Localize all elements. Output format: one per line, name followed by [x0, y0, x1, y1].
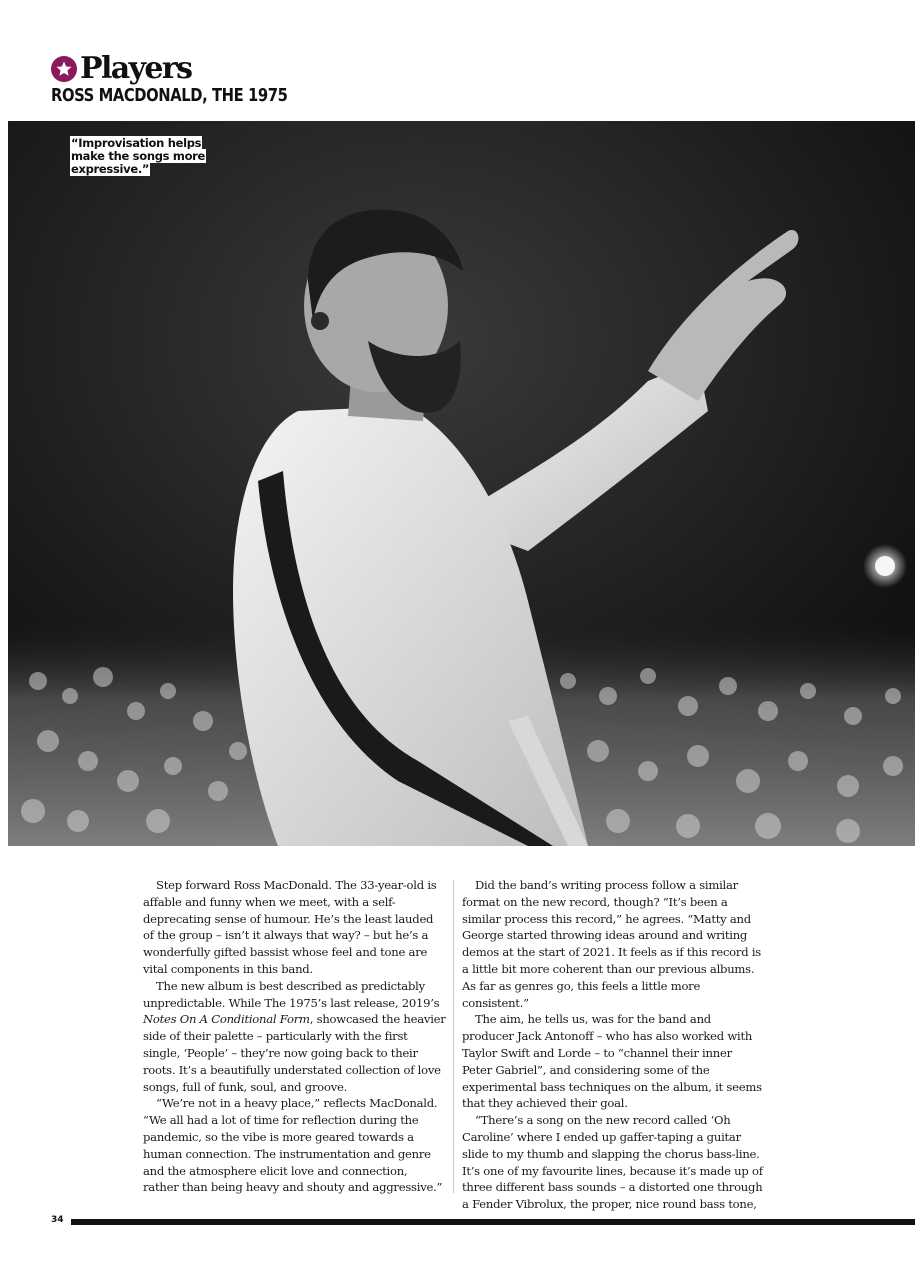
paragraph: The aim, he tells us, was for the band and producer Jack Antonoff – who has also worked with Taylor Swift and Lorde – to “channel their inner Peter Gabriel”, and considering some of the experimental bass techniques on the album, it seems that they achieved their goal.: [462, 1012, 762, 1111]
paragraph: “There’s a song on the new record called ‘Oh Caroline’ where I ended up gaffer-taping a guitar slide to my thumb and slapping the chorus bass-line. It’s one of my favourite lines, because it’s made up of three different bass sounds – a distorted one through a Fender Vibrolux, the proper, nice round bass tone,: [462, 1113, 763, 1212]
star-badge-icon: [51, 56, 77, 82]
paragraph: Step forward Ross MacDonald. The 33-year-old is affable and funny when we meet, with a self-deprecating sense of humour. He’s the least lauded of the group – isn’t it always that way? – but he’s a wonderfully gifted bassist whose feel and tone are vital components in this band.: [143, 878, 437, 976]
bassist-on-stage-photo: [8, 121, 915, 846]
article-column-left: [143, 877, 446, 1196]
column-divider: [453, 880, 454, 1193]
pull-quote: “Improvisation helps make the songs more expressive.”: [71, 136, 206, 176]
paragraph: Did the band’s writing process follow a similar format on the new record, though? “It’s been a similar process this record,” he agrees. “Matty and George started throwing ideas around and writing demos at the start of 2021. It feels as if this record is a little bit more coherent than our previous albums. As far as genres go, this feels a little more consistent.”: [462, 878, 761, 1010]
page-number: 34: [51, 1215, 64, 1225]
paragraph: “We’re not in a heavy place,” reflects MacDonald. “We all had a lot of time for reflection during the pandemic, so the vibe is more geared towards a human connection. The instrumentation and genre and the atmosphere elicit love and connection, rather than being heavy and shouty and aggressive.”: [143, 1096, 443, 1195]
article-subtitle: ROSS MACDONALD, THE 1975: [51, 85, 288, 106]
section-title: Players: [80, 51, 192, 86]
section-header: [51, 52, 339, 106]
paragraph: The new album is best described as predictably unpredictable. While The 1975’s last release, 2019’s Notes On A Conditional Form, showcased the heavier side of their palette – particularly with the first single, ‘People’ – they’re now going back to their roots. It’s a beautifully understated collection of love songs, full of funk, soul, and groove.: [143, 978, 446, 1094]
album-title: Notes On A Conditional Form: [143, 1012, 310, 1027]
section-label: [51, 52, 339, 86]
article-column-right: [462, 877, 765, 1213]
footer-rule: [71, 1219, 915, 1225]
